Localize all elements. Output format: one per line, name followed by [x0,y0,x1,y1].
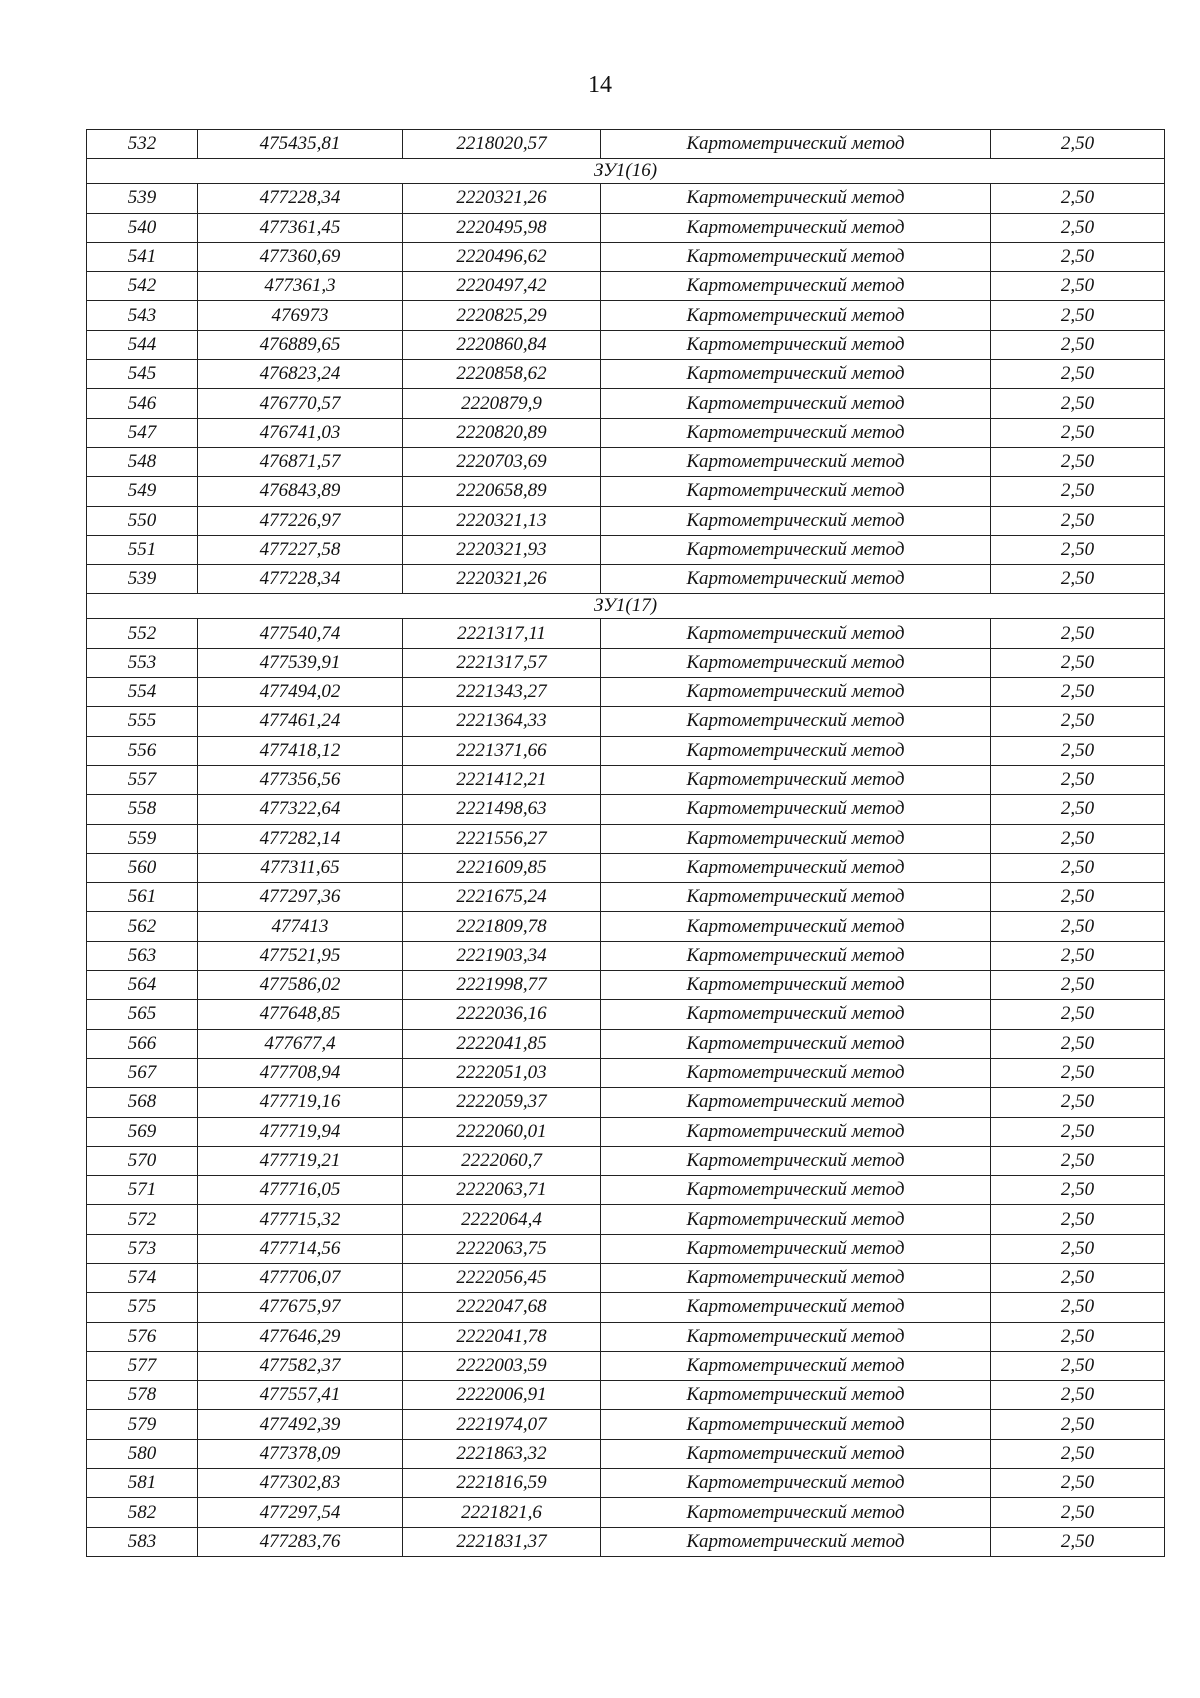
table-row [87,1058,1165,1087]
y-coordinate-cell: 2220321,26 [403,184,601,213]
method-cell: Картометрический метод [601,824,991,853]
point-number-cell: 579 [87,1410,198,1439]
y-coordinate-cell: 2221998,77 [403,971,601,1000]
x-coordinate-cell: 477715,32 [198,1205,403,1234]
accuracy-cell: 2,50 [991,477,1165,506]
table-row [87,1381,1165,1410]
y-coordinate-cell: 2222003,59 [403,1351,601,1380]
point-number-cell: 565 [87,1000,198,1029]
accuracy-cell: 2,50 [991,1527,1165,1556]
accuracy-cell: 2,50 [991,301,1165,330]
y-coordinate-cell: 2221816,59 [403,1469,601,1498]
y-coordinate-cell: 2220825,29 [403,301,601,330]
method-cell: Картометрический метод [601,1029,991,1058]
method-cell: Картометрический метод [601,1234,991,1263]
x-coordinate-cell: 477228,34 [198,184,403,213]
accuracy-cell: 2,50 [991,506,1165,535]
method-cell: Картометрический метод [601,1498,991,1527]
x-coordinate-cell: 476843,89 [198,477,403,506]
x-coordinate-cell: 477540,74 [198,619,403,648]
table-row [87,912,1165,941]
table-row [87,883,1165,912]
accuracy-cell: 2,50 [991,1410,1165,1439]
point-number-cell: 548 [87,447,198,476]
x-coordinate-cell: 477494,02 [198,678,403,707]
method-cell: Картометрический метод [601,1527,991,1556]
x-coordinate-cell: 477586,02 [198,971,403,1000]
x-coordinate-cell: 477582,37 [198,1351,403,1380]
point-number-cell: 532 [87,130,198,159]
point-number-cell: 540 [87,213,198,242]
point-number-cell: 559 [87,824,198,853]
accuracy-cell: 2,50 [991,883,1165,912]
point-number-cell: 556 [87,736,198,765]
table-row [87,1176,1165,1205]
method-cell: Картометрический метод [601,678,991,707]
table-row [87,941,1165,970]
x-coordinate-cell: 477719,94 [198,1117,403,1146]
y-coordinate-cell: 2220321,93 [403,535,601,564]
coordinates-table-body [87,130,1165,1557]
x-coordinate-cell: 477227,58 [198,535,403,564]
method-cell: Картометрический метод [601,301,991,330]
y-coordinate-cell: 2220658,89 [403,477,601,506]
y-coordinate-cell: 2220703,69 [403,447,601,476]
x-coordinate-cell: 477360,69 [198,242,403,271]
method-cell: Картометрический метод [601,853,991,882]
accuracy-cell: 2,50 [991,912,1165,941]
accuracy-cell: 2,50 [991,1205,1165,1234]
point-number-cell: 570 [87,1146,198,1175]
point-number-cell: 567 [87,1058,198,1087]
table-row [87,795,1165,824]
method-cell: Картометрический метод [601,648,991,677]
accuracy-cell: 2,50 [991,565,1165,594]
point-number-cell: 577 [87,1351,198,1380]
method-cell: Картометрический метод [601,795,991,824]
accuracy-cell: 2,50 [991,1029,1165,1058]
point-number-cell: 563 [87,941,198,970]
table-row [87,184,1165,213]
method-cell: Картометрический метод [601,765,991,794]
section-header-row [87,159,1165,184]
coordinates-table [86,129,1165,1557]
point-number-cell: 539 [87,565,198,594]
table-row [87,535,1165,564]
method-cell: Картометрический метод [601,535,991,564]
point-number-cell: 558 [87,795,198,824]
table-row [87,1498,1165,1527]
point-number-cell: 572 [87,1205,198,1234]
method-cell: Картометрический метод [601,272,991,301]
x-coordinate-cell: 477714,56 [198,1234,403,1263]
section-header-row [87,594,1165,619]
y-coordinate-cell: 2222060,7 [403,1146,601,1175]
table-row [87,707,1165,736]
x-coordinate-cell: 476823,24 [198,360,403,389]
x-coordinate-cell: 477675,97 [198,1293,403,1322]
table-row [87,477,1165,506]
method-cell: Картометрический метод [601,1322,991,1351]
method-cell: Картометрический метод [601,1117,991,1146]
table-row [87,1410,1165,1439]
y-coordinate-cell: 2221343,27 [403,678,601,707]
x-coordinate-cell: 477539,91 [198,648,403,677]
point-number-cell: 581 [87,1469,198,1498]
method-cell: Картометрический метод [601,565,991,594]
method-cell: Картометрический метод [601,447,991,476]
y-coordinate-cell: 2222051,03 [403,1058,601,1087]
section-label: ЗУ1(17) [87,594,1165,619]
table-row [87,853,1165,882]
table-row [87,1293,1165,1322]
x-coordinate-cell: 475435,81 [198,130,403,159]
y-coordinate-cell: 2221863,32 [403,1439,601,1468]
y-coordinate-cell: 2218020,57 [403,130,601,159]
accuracy-cell: 2,50 [991,1234,1165,1263]
x-coordinate-cell: 477492,39 [198,1410,403,1439]
table-row [87,272,1165,301]
point-number-cell: 553 [87,648,198,677]
y-coordinate-cell: 2220497,42 [403,272,601,301]
table-row [87,1000,1165,1029]
accuracy-cell: 2,50 [991,242,1165,271]
accuracy-cell: 2,50 [991,184,1165,213]
y-coordinate-cell: 2220860,84 [403,330,601,359]
point-number-cell: 550 [87,506,198,535]
point-number-cell: 552 [87,619,198,648]
x-coordinate-cell: 476741,03 [198,418,403,447]
method-cell: Картометрический метод [601,883,991,912]
x-coordinate-cell: 477356,56 [198,765,403,794]
point-number-cell: 575 [87,1293,198,1322]
point-number-cell: 544 [87,330,198,359]
method-cell: Картометрический метод [601,1176,991,1205]
x-coordinate-cell: 477361,3 [198,272,403,301]
page-number: 14 [588,72,612,98]
y-coordinate-cell: 2221556,27 [403,824,601,853]
accuracy-cell: 2,50 [991,707,1165,736]
method-cell: Картометрический метод [601,941,991,970]
method-cell: Картометрический метод [601,213,991,242]
table-row [87,565,1165,594]
method-cell: Картометрический метод [601,1058,991,1087]
accuracy-cell: 2,50 [991,1293,1165,1322]
y-coordinate-cell: 2222056,45 [403,1263,601,1292]
x-coordinate-cell: 476871,57 [198,447,403,476]
accuracy-cell: 2,50 [991,1469,1165,1498]
accuracy-cell: 2,50 [991,1146,1165,1175]
method-cell: Картометрический метод [601,418,991,447]
x-coordinate-cell: 476973 [198,301,403,330]
point-number-cell: 571 [87,1176,198,1205]
point-number-cell: 541 [87,242,198,271]
point-number-cell: 566 [87,1029,198,1058]
y-coordinate-cell: 2220495,98 [403,213,601,242]
accuracy-cell: 2,50 [991,1439,1165,1468]
method-cell: Картометрический метод [601,1088,991,1117]
table-row [87,1527,1165,1556]
accuracy-cell: 2,50 [991,389,1165,418]
method-cell: Картометрический метод [601,1293,991,1322]
point-number-cell: 551 [87,535,198,564]
table-row [87,765,1165,794]
accuracy-cell: 2,50 [991,765,1165,794]
accuracy-cell: 2,50 [991,1351,1165,1380]
x-coordinate-cell: 477228,34 [198,565,403,594]
table-row [87,130,1165,159]
method-cell: Картометрический метод [601,242,991,271]
table-row [87,736,1165,765]
table-row [87,389,1165,418]
x-coordinate-cell: 477706,07 [198,1263,403,1292]
accuracy-cell: 2,50 [991,1117,1165,1146]
accuracy-cell: 2,50 [991,824,1165,853]
point-number-cell: 578 [87,1381,198,1410]
method-cell: Картометрический метод [601,477,991,506]
x-coordinate-cell: 477297,36 [198,883,403,912]
table-row [87,242,1165,271]
table-row [87,1263,1165,1292]
table-row [87,1469,1165,1498]
method-cell: Картометрический метод [601,1410,991,1439]
accuracy-cell: 2,50 [991,941,1165,970]
x-coordinate-cell: 477322,64 [198,795,403,824]
point-number-cell: 549 [87,477,198,506]
x-coordinate-cell: 477648,85 [198,1000,403,1029]
table-row [87,447,1165,476]
accuracy-cell: 2,50 [991,1381,1165,1410]
method-cell: Картометрический метод [601,1146,991,1175]
x-coordinate-cell: 477302,83 [198,1469,403,1498]
y-coordinate-cell: 2221821,6 [403,1498,601,1527]
x-coordinate-cell: 477646,29 [198,1322,403,1351]
point-number-cell: 554 [87,678,198,707]
point-number-cell: 561 [87,883,198,912]
point-number-cell: 583 [87,1527,198,1556]
table-row [87,1351,1165,1380]
point-number-cell: 574 [87,1263,198,1292]
accuracy-cell: 2,50 [991,213,1165,242]
section-label: ЗУ1(16) [87,159,1165,184]
point-number-cell: 582 [87,1498,198,1527]
x-coordinate-cell: 477719,21 [198,1146,403,1175]
point-number-cell: 542 [87,272,198,301]
method-cell: Картометрический метод [601,1000,991,1029]
accuracy-cell: 2,50 [991,1000,1165,1029]
table-row [87,1117,1165,1146]
table-row [87,1146,1165,1175]
y-coordinate-cell: 2220321,26 [403,565,601,594]
accuracy-cell: 2,50 [991,971,1165,1000]
table-row [87,971,1165,1000]
x-coordinate-cell: 477557,41 [198,1381,403,1410]
method-cell: Картометрический метод [601,130,991,159]
table-row [87,1029,1165,1058]
point-number-cell: 557 [87,765,198,794]
accuracy-cell: 2,50 [991,360,1165,389]
method-cell: Картометрический метод [601,1439,991,1468]
accuracy-cell: 2,50 [991,1322,1165,1351]
table-row [87,619,1165,648]
accuracy-cell: 2,50 [991,1058,1165,1087]
accuracy-cell: 2,50 [991,648,1165,677]
accuracy-cell: 2,50 [991,1263,1165,1292]
accuracy-cell: 2,50 [991,535,1165,564]
x-coordinate-cell: 477708,94 [198,1058,403,1087]
x-coordinate-cell: 477461,24 [198,707,403,736]
y-coordinate-cell: 2221498,63 [403,795,601,824]
method-cell: Картометрический метод [601,736,991,765]
y-coordinate-cell: 2221364,33 [403,707,601,736]
accuracy-cell: 2,50 [991,447,1165,476]
y-coordinate-cell: 2221809,78 [403,912,601,941]
method-cell: Картометрический метод [601,1205,991,1234]
method-cell: Картометрический метод [601,707,991,736]
y-coordinate-cell: 2221609,85 [403,853,601,882]
y-coordinate-cell: 2222041,85 [403,1029,601,1058]
table-row [87,678,1165,707]
x-coordinate-cell: 477297,54 [198,1498,403,1527]
x-coordinate-cell: 477226,97 [198,506,403,535]
accuracy-cell: 2,50 [991,853,1165,882]
point-number-cell: 564 [87,971,198,1000]
point-number-cell: 569 [87,1117,198,1146]
method-cell: Картометрический метод [601,360,991,389]
y-coordinate-cell: 2221974,07 [403,1410,601,1439]
method-cell: Картометрический метод [601,619,991,648]
table-row [87,360,1165,389]
point-number-cell: 543 [87,301,198,330]
y-coordinate-cell: 2222063,75 [403,1234,601,1263]
x-coordinate-cell: 477677,4 [198,1029,403,1058]
point-number-cell: 546 [87,389,198,418]
x-coordinate-cell: 476889,65 [198,330,403,359]
method-cell: Картометрический метод [601,184,991,213]
accuracy-cell: 2,50 [991,619,1165,648]
point-number-cell: 560 [87,853,198,882]
accuracy-cell: 2,50 [991,795,1165,824]
point-number-cell: 568 [87,1088,198,1117]
point-number-cell: 580 [87,1439,198,1468]
y-coordinate-cell: 2220879,9 [403,389,601,418]
point-number-cell: 555 [87,707,198,736]
y-coordinate-cell: 2221831,37 [403,1527,601,1556]
y-coordinate-cell: 2220858,62 [403,360,601,389]
y-coordinate-cell: 2221412,21 [403,765,601,794]
point-number-cell: 562 [87,912,198,941]
y-coordinate-cell: 2222006,91 [403,1381,601,1410]
method-cell: Картометрический метод [601,389,991,418]
accuracy-cell: 2,50 [991,418,1165,447]
table-row [87,1322,1165,1351]
method-cell: Картометрический метод [601,912,991,941]
accuracy-cell: 2,50 [991,736,1165,765]
accuracy-cell: 2,50 [991,1498,1165,1527]
y-coordinate-cell: 2221317,11 [403,619,601,648]
accuracy-cell: 2,50 [991,1088,1165,1117]
y-coordinate-cell: 2221371,66 [403,736,601,765]
y-coordinate-cell: 2222059,37 [403,1088,601,1117]
method-cell: Картометрический метод [601,1263,991,1292]
table-row [87,1234,1165,1263]
x-coordinate-cell: 477719,16 [198,1088,403,1117]
x-coordinate-cell: 477378,09 [198,1439,403,1468]
x-coordinate-cell: 476770,57 [198,389,403,418]
table-row [87,301,1165,330]
x-coordinate-cell: 477418,12 [198,736,403,765]
table-row [87,648,1165,677]
table-row [87,330,1165,359]
table-row [87,1088,1165,1117]
y-coordinate-cell: 2221317,57 [403,648,601,677]
x-coordinate-cell: 477716,05 [198,1176,403,1205]
method-cell: Картометрический метод [601,971,991,1000]
y-coordinate-cell: 2222036,16 [403,1000,601,1029]
table-row [87,1205,1165,1234]
y-coordinate-cell: 2221903,34 [403,941,601,970]
y-coordinate-cell: 2222047,68 [403,1293,601,1322]
point-number-cell: 545 [87,360,198,389]
x-coordinate-cell: 477283,76 [198,1527,403,1556]
point-number-cell: 547 [87,418,198,447]
method-cell: Картометрический метод [601,1469,991,1498]
x-coordinate-cell: 477311,65 [198,853,403,882]
y-coordinate-cell: 2220321,13 [403,506,601,535]
table-row [87,213,1165,242]
x-coordinate-cell: 477521,95 [198,941,403,970]
point-number-cell: 539 [87,184,198,213]
table-row [87,1439,1165,1468]
y-coordinate-cell: 2220496,62 [403,242,601,271]
method-cell: Картометрический метод [601,506,991,535]
point-number-cell: 573 [87,1234,198,1263]
x-coordinate-cell: 477361,45 [198,213,403,242]
accuracy-cell: 2,50 [991,678,1165,707]
y-coordinate-cell: 2222064,4 [403,1205,601,1234]
table-row [87,418,1165,447]
accuracy-cell: 2,50 [991,330,1165,359]
accuracy-cell: 2,50 [991,272,1165,301]
table-row [87,824,1165,853]
table-row [87,506,1165,535]
x-coordinate-cell: 477413 [198,912,403,941]
y-coordinate-cell: 2220820,89 [403,418,601,447]
point-number-cell: 576 [87,1322,198,1351]
x-coordinate-cell: 477282,14 [198,824,403,853]
method-cell: Картометрический метод [601,1381,991,1410]
y-coordinate-cell: 2222063,71 [403,1176,601,1205]
accuracy-cell: 2,50 [991,1176,1165,1205]
method-cell: Картометрический метод [601,330,991,359]
accuracy-cell: 2,50 [991,130,1165,159]
y-coordinate-cell: 2222041,78 [403,1322,601,1351]
y-coordinate-cell: 2222060,01 [403,1117,601,1146]
method-cell: Картометрический метод [601,1351,991,1380]
y-coordinate-cell: 2221675,24 [403,883,601,912]
